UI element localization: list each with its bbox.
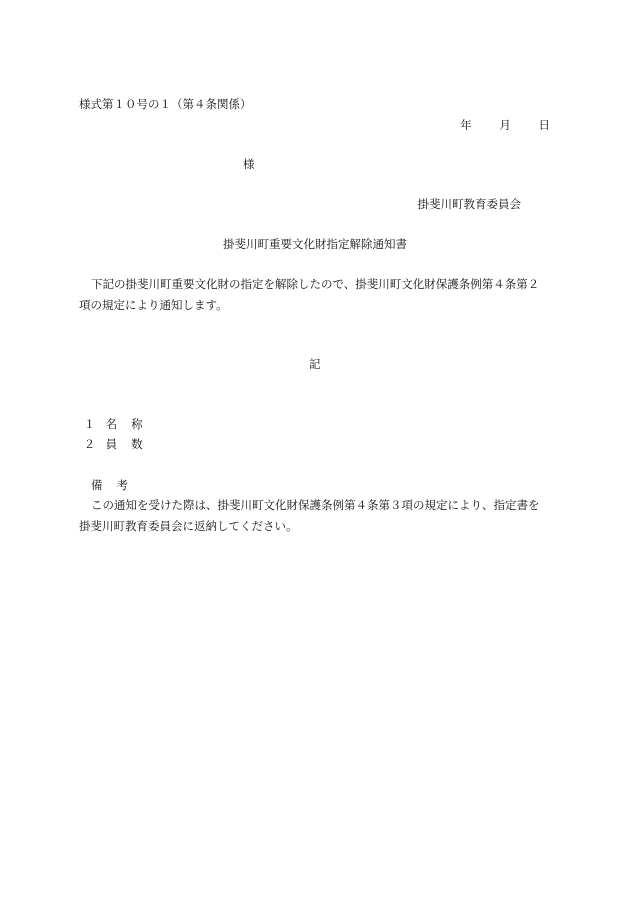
remarks-line-2: 掛斐川町教育委員会に返納してください。: [79, 519, 298, 533]
body-line-2: 項の規定により通知します。: [79, 298, 228, 312]
item-row: [79, 436, 157, 452]
remarks-line-1: この通知を受けた際は、掛斐川町文化財保護条例第４条第３項の規定により、指定書を: [91, 498, 540, 512]
addressee-suffix: 様: [243, 157, 255, 171]
date-line: [444, 117, 550, 133]
sender-name: 掛斐川町教育委員会: [417, 197, 521, 211]
remarks-heading: 備考: [91, 478, 142, 492]
item-row: [79, 416, 157, 432]
item-number: １: [83, 417, 96, 431]
item-label: 名称: [105, 417, 157, 431]
date-month-label: 月: [499, 118, 511, 132]
document-title: 掛斐川町重要文化財指定解除通知書: [223, 237, 407, 251]
date-day-label: 日: [538, 118, 550, 132]
ki-heading: 記: [309, 357, 321, 371]
item-label: 員数: [105, 437, 157, 451]
date-year-label: 年: [460, 118, 472, 132]
body-line-1: 下記の掛斐川町重要文化財の指定を解除したので、掛斐川町文化財保護条例第４条第２: [91, 277, 540, 291]
item-number: ２: [83, 437, 96, 451]
form-number: 様式第１０号の１（第４条関係）: [79, 97, 252, 111]
